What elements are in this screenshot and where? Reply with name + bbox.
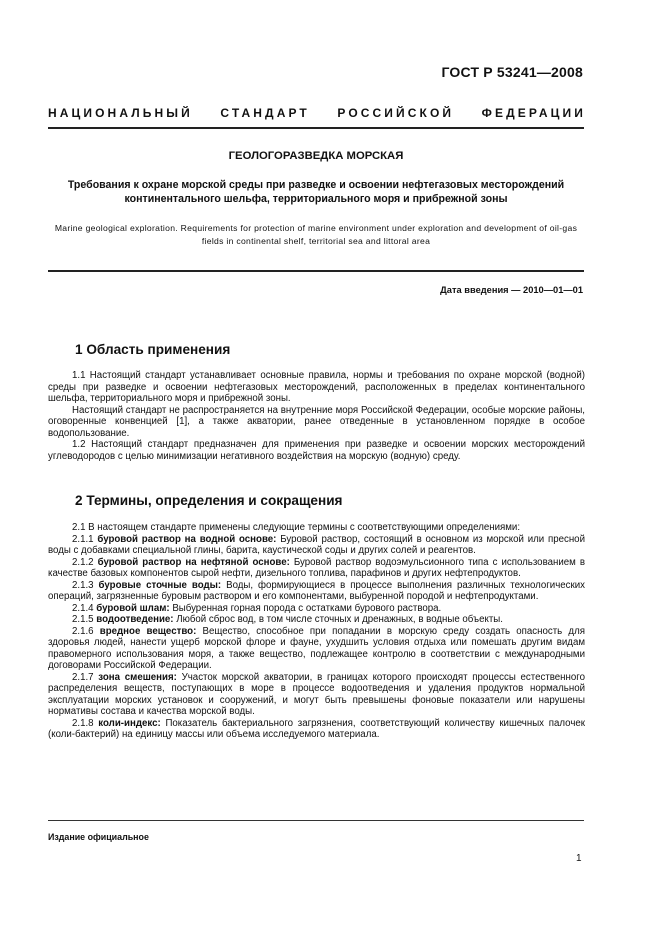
term-number: 2.1.4: [72, 602, 94, 614]
term-name: водоотведение:: [96, 614, 174, 625]
term-entry: [48, 557, 585, 580]
term-name: зона смешения:: [98, 671, 177, 683]
term-definition: Вещество, способное при попадании в морскую среду создать опасность для здоровья людей, нанести ущерб морской флоре и фауне, ухудшить условия отдыха или помешать другим видам правомерного использования моря, а также вещество, подлежащее контролю в соответствии с международными договорами Российской Федерации.: [48, 625, 585, 671]
term-entry: [48, 626, 585, 672]
term-number: 2.1.5: [72, 614, 94, 625]
term-definition: Воды, формирующиеся в процессе выполнения различных технологических операций, загрязненные буровым раствором и его компонентами, выбуренной породой и нефтепродуктами.: [48, 579, 585, 602]
term-number: 2.1.8: [72, 717, 94, 729]
section-2-heading: 2 Термины, определения и сокращения: [75, 493, 343, 508]
english-title: Marine geological exploration. Requirements for protection of marine environment under exploration and development of oil-gas fields in continental shelf, territorial sea and littoral area: [54, 223, 578, 246]
national-standard-word: НАЦИОНАЛЬНЫЙ: [48, 106, 193, 120]
term-definition: Показатель бактериального загрязнения, соответствующий количеству кишечных палочек (коли-бактерий) на единицу массы или объема исследуемого материала.: [48, 717, 585, 740]
term-number: 2.1.7: [72, 671, 94, 683]
term-definition: Буровой раствор, состоящий в основном из морской или пресной воды с добавками специальной глины, барита, каустической соды и других солей и реагентов.: [48, 533, 585, 556]
paragraph: Настоящий стандарт не распространяется на внутренние моря Российской Федерации, особые морские районы, оговоренные конвенцией [1], а также акватории, ранее отведенные в установленном порядке в особое водопользование.: [48, 404, 585, 439]
term-entry: [48, 580, 585, 603]
paragraph: 1.2 Настоящий стандарт предназначен для применения при разведке и освоении морских месторождений углеводородов с целью минимизации негативного воздействия на морскую (водную) среду.: [48, 439, 585, 462]
term-number: 2.1.2: [72, 556, 94, 568]
national-standard-word: СТАНДАРТ: [220, 106, 310, 120]
section-2-body: [48, 522, 585, 741]
term-name: буровой раствор на нефтяной основе:: [97, 556, 290, 568]
term-entry: [48, 603, 585, 615]
term-number: 2.1.6: [72, 625, 94, 637]
introduction-date: Дата введения — 2010—01—01: [440, 285, 583, 295]
term-name: буровые сточные воды:: [98, 579, 222, 591]
term-number: 2.1.3: [72, 579, 94, 591]
header-divider: [48, 127, 584, 129]
official-edition-label: Издание официальное: [48, 832, 149, 842]
term-definition: Участок морской акватории, в границах которого происходят процессы естественного распределения веществ, поступающих в море в процессе водоотведения и удаления продуктов нормальной эксплуатации морских установок и сооружений, и могут быть превышены фоновые показатели или нарушены нормативы состава и качества морской воды.: [48, 671, 585, 717]
term-definition: Любой сброс вод, в том числе сточных и дренажных, в водные объекты.: [176, 614, 503, 625]
paragraph: 2.1 В настоящем стандарте применены следующие термины с соответствующими определениями:: [72, 522, 521, 533]
section-1-body: [48, 370, 585, 462]
term-definition: Буровой раствор водоэмульсионного типа с использованием в качестве базовых компонентов сырой нефти, дизельного топлива, парафинов и других нефтепродуктов.: [48, 556, 585, 579]
term-definition: Выбуренная горная порода с остатками бурового раствора.: [172, 602, 442, 614]
term-name: буровой шлам:: [96, 602, 170, 614]
title-divider: [48, 270, 584, 272]
national-standard-word: ФЕДЕРАЦИИ: [481, 106, 586, 120]
national-standard-word: РОССИЙСКОЙ: [337, 106, 455, 120]
section-1-heading: 1 Область применения: [75, 342, 231, 357]
national-standard-line: [48, 106, 586, 120]
standard-code: ГОСТ Р 53241—2008: [441, 64, 583, 80]
term-entry: [48, 534, 585, 557]
term-name: буровой раствор на водной основе:: [97, 533, 277, 545]
term-name: коли-индекс:: [98, 717, 161, 729]
page-number: 1: [576, 853, 582, 864]
document-subtitle: Требования к охране морской среды при разведке и освоении нефтегазовых месторождений континентального шельфа, территориального моря и прибрежной зоны: [67, 179, 565, 205]
document-title: ГЕОЛОГОРАЗВЕДКА МОРСКАЯ: [228, 150, 404, 162]
term-name: вредное вещество:: [99, 625, 197, 637]
term-entry: [48, 718, 585, 741]
paragraph: 1.1 Настоящий стандарт устанавливает основные правила, нормы и требования по охране морской (водной) среды при разведке и освоении нефтегазовых месторождений, расположенных в пределах континентального шельфа, территориального моря и прибрежной зоны.: [48, 370, 585, 404]
footer-divider: [48, 820, 584, 821]
term-entry: [48, 614, 585, 626]
term-entry: [48, 672, 585, 718]
term-number: 2.1.1: [72, 533, 94, 545]
